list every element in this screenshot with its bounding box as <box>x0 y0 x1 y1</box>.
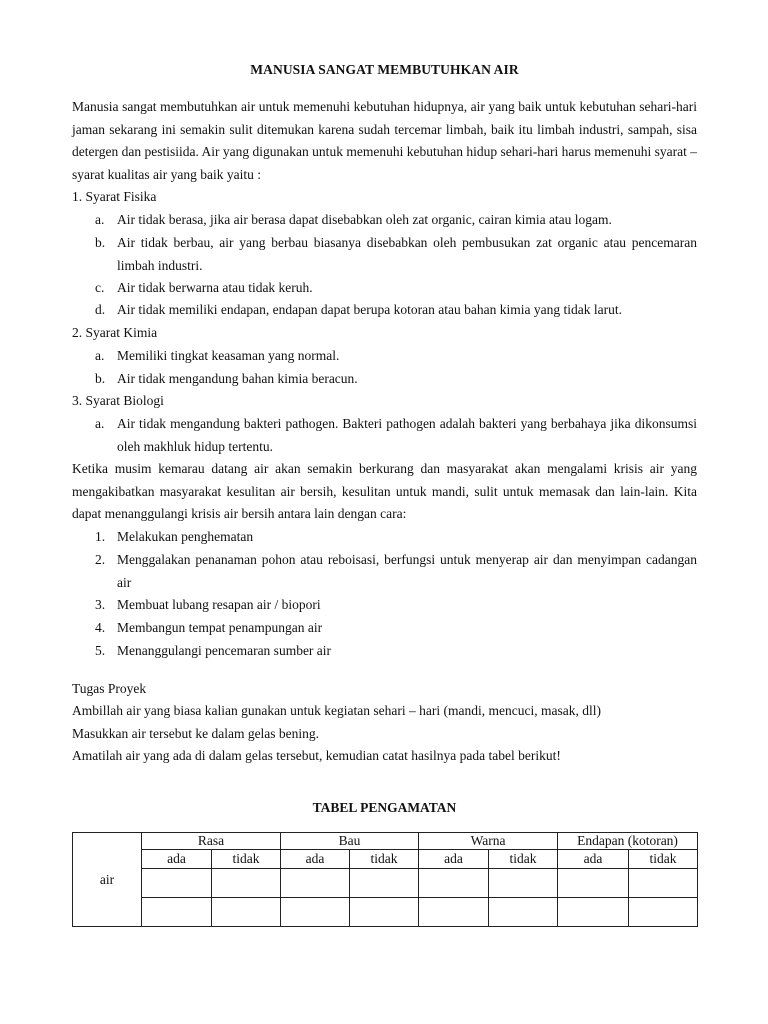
task-heading: Tugas Proyek <box>72 681 147 696</box>
empty-cell[interactable] <box>281 898 350 927</box>
list-item-text: Air tidak memiliki endapan, endapan dapat berupa kotoran atau bahan kimia yang tidak larut. <box>117 302 622 317</box>
empty-cell[interactable] <box>212 898 281 927</box>
list-item-text: Menggalakan penanaman pohon atau reboisasi, berfungsi untuk menyerap air dan menyimpan cadangan air <box>117 552 697 590</box>
list-item <box>95 549 697 594</box>
table-title: TABEL PENGAMATAN <box>312 800 457 815</box>
row-label-cell: air <box>73 833 142 927</box>
intro-paragraph: Manusia sangat membutuhkan air untuk memenuhi kebutuhan hidupnya, air yang baik untuk kebutuhan sehari-hari jaman sekarang ini semakin sulit ditemukan karena sudah tercemar limbah, baik itu limbah industri, sampah, sisa detergen dan pestisiida. Air yang digunakan untuk memenuhi kebutuhan hidup sehari-hari harus memenuhi syarat – syarat kualitas air yang baik yaitu : <box>72 99 697 183</box>
list-item-text: Melakukan penghematan <box>117 529 254 544</box>
task-line: Amatilah air yang ada di dalam gelas tersebut, kemudian catat hasilnya pada tabel berikut! <box>72 748 561 763</box>
observation-table <box>72 832 698 927</box>
empty-cell[interactable] <box>419 869 489 898</box>
list-marker: c. <box>95 280 105 295</box>
sub-header-ada: ada <box>419 850 489 869</box>
section-heading-biologi: 3. Syarat Biologi <box>72 393 164 408</box>
empty-cell[interactable] <box>419 898 489 927</box>
list-marker: a. <box>95 212 105 227</box>
empty-cell[interactable] <box>281 869 350 898</box>
list-marker: d. <box>95 302 106 317</box>
drought-paragraph: Ketika musim kemarau datang air akan semakin berkurang dan masyarakat akan mengalami krisis air yang mengakibatkan masyarakat kesulitan air bersih, kesulitan untuk mandi, sulit untuk memasak dan lain-lain. Kita dapat menanggulangi krisis air bersih antara lain dengan cara: <box>72 461 697 522</box>
group-header-endapan: Endapan (kotoran) <box>558 833 698 850</box>
task-line: Ambillah air yang biasa kalian gunakan untuk kegiatan sehari – hari (mandi, mencuci, masak, dll) <box>72 703 601 718</box>
list-item-text: Air tidak mengandung bakteri pathogen. Bakteri pathogen adalah bakteri yang berbahaya jika dikonsumsi oleh makhluk hidup tertentu. <box>117 416 697 454</box>
list-item-text: Memiliki tingkat keasaman yang normal. <box>117 348 340 363</box>
group-header-rasa: Rasa <box>142 833 281 850</box>
list-item-text: Air tidak berbau, air yang berbau biasanya disebabkan oleh pembusukan zat organic atau pencemaran limbah industri. <box>117 235 697 273</box>
table-row <box>73 898 698 927</box>
sub-header-ada: ada <box>558 850 629 869</box>
empty-cell[interactable] <box>629 898 698 927</box>
list-item <box>95 299 697 322</box>
list-item-text: Air tidak berasa, jika air berasa dapat disebabkan oleh zat organic, cairan kimia atau logam. <box>117 212 612 227</box>
list-marker: a. <box>95 348 105 363</box>
empty-cell[interactable] <box>629 869 698 898</box>
list-item <box>95 526 697 549</box>
empty-cell[interactable] <box>558 869 629 898</box>
list-item-text: Membangun tempat penampungan air <box>117 620 323 635</box>
group-header-warna: Warna <box>419 833 558 850</box>
empty-cell[interactable] <box>489 869 558 898</box>
list-marker: a. <box>95 416 105 431</box>
list-marker: 2. <box>95 552 106 567</box>
sub-header-ada: ada <box>142 850 212 869</box>
empty-cell[interactable] <box>350 869 419 898</box>
group-header-bau: Bau <box>281 833 419 850</box>
document-title: MANUSIA SANGAT MEMBUTUHKAN AIR <box>250 62 519 77</box>
list-item-text: Air tidak mengandung bahan kimia beracun. <box>117 371 358 386</box>
section-heading-fisika: 1. Syarat Fisika <box>72 189 157 204</box>
list-item <box>95 345 697 368</box>
list-item-text: Air tidak berwarna atau tidak keruh. <box>117 280 313 295</box>
list-item <box>95 594 697 617</box>
list-marker: 5. <box>95 643 106 658</box>
empty-cell[interactable] <box>489 898 558 927</box>
list-item <box>95 368 697 391</box>
task-line: Masukkan air tersebut ke dalam gelas bening. <box>72 726 320 741</box>
list-item <box>95 209 697 232</box>
list-item <box>95 413 697 458</box>
sub-header-tidak: tidak <box>489 850 558 869</box>
sub-header-tidak: tidak <box>350 850 419 869</box>
list-marker: 1. <box>95 529 106 544</box>
list-marker: b. <box>95 371 106 386</box>
sub-header-ada: ada <box>281 850 350 869</box>
list-marker: 3. <box>95 597 106 612</box>
sub-header-tidak: tidak <box>629 850 698 869</box>
empty-cell[interactable] <box>350 898 419 927</box>
empty-cell[interactable] <box>142 869 212 898</box>
empty-cell[interactable] <box>558 898 629 927</box>
table-row <box>73 869 698 898</box>
list-item <box>95 617 697 640</box>
section-heading-kimia: 2. Syarat Kimia <box>72 325 158 340</box>
list-item <box>95 232 697 277</box>
list-marker: b. <box>95 235 106 250</box>
empty-cell[interactable] <box>212 869 281 898</box>
list-marker: 4. <box>95 620 106 635</box>
list-item-text: Menanggulangi pencemaran sumber air <box>117 643 332 658</box>
list-item <box>95 277 697 300</box>
empty-cell[interactable] <box>142 898 212 927</box>
sub-header-tidak: tidak <box>212 850 281 869</box>
list-item-text: Membuat lubang resapan air / biopori <box>117 597 321 612</box>
list-item <box>95 640 697 663</box>
